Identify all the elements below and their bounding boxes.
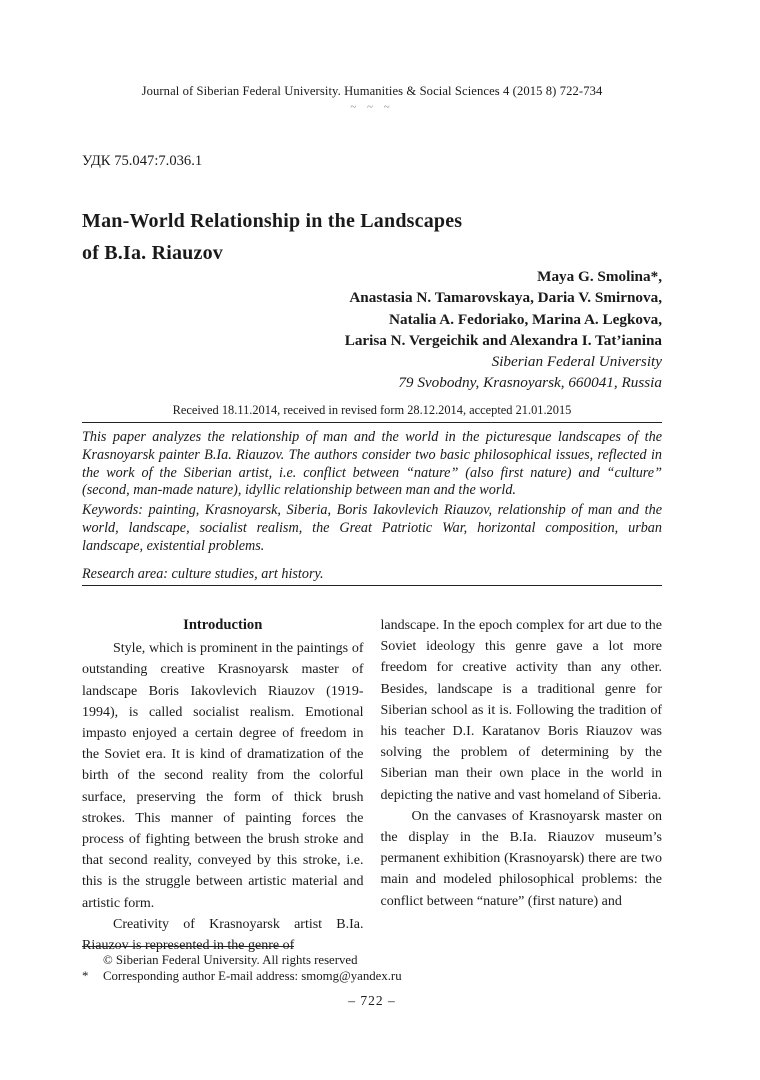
footnote-asterisk: * [82,969,89,983]
divider-rule-top [82,422,662,423]
body-paragraph-left-2: Creativity of Krasnoyarsk artist B.Ia. Riauzov is represented in the genre of [82,916,364,954]
body-columns [82,615,662,956]
udc-code: УДК 75.047:7.036.1 [82,153,203,169]
affiliation: Siberian Federal University [491,353,662,371]
section-heading-introduction: Introduction [183,617,263,633]
corresponding-author-text: Corresponding author E-mail address: smomg@yandex.ru [103,969,402,983]
abstract-paragraph: This paper analyzes the relationship of man and the world in the picturesque landscapes of the Krasnoyarsk painter B.Ia. Riauzov. The authors consider two basic philosophical issues, reflected in the work of the Siberian artist, i.e. conflict between “nature” (also first nature) and “culture” (second, man-made nature), idyllic relationship between man and the world. [82,429,662,499]
authors-block [82,266,662,394]
author-line-2: Anastasia N. Tamarovskaya, Daria V. Smirnova, [349,289,662,307]
copyright-line: © Siberian Federal University. All rights reserved [103,953,358,967]
keywords-paragraph: Keywords: painting, Krasnoyarsk, Siberia, Boris Iakovlevich Riauzov, relationship of man and the world, landscape, socialist realism, the Great Patriotic War, horizontal composition, urban landscape, existential problems. [82,502,662,554]
author-line-4: Larisa N. Vergeichik and Alexandra I. Tat’ianina [344,331,662,349]
article-title-line2: of B.Ia. Riauzov [82,242,223,265]
research-area-line: Research area: culture studies, art history. [82,566,324,582]
left-column [82,615,364,956]
tilde-separator: ~ ~ ~ [350,101,394,113]
footnote-divider [82,946,294,947]
body-paragraph-left-1: Style, which is prominent in the paintings of outstanding creative Krasnoyarsk master of landscape Boris Iakovlevich Riauzov (1919-1994), is called socialist realism. Emotional impasto enjoyed a certain degree of freedom in the Soviet era. It is kind of dramatization of the birth of the second reality from the colorful surface, preserving the form of thick brush strokes. This manner of painting forces the process of fighting between the brush stroke and that second reality, conveyed by this stroke, i.e. this is the struggle between artistic material and artistic form. [82,641,364,911]
article-title [82,205,662,269]
article-title-line1: Man-World Relationship in the Landscapes [82,210,463,233]
author-line-1: Maya G. Smolina*, [537,268,662,285]
affiliation-address: 79 Svobodny, Krasnoyarsk, 660041, Russia [398,374,662,392]
divider-rule-bottom [82,585,662,586]
body-paragraph-right-2: On the canvases of Krasnoyarsk master on the display in the B.Ia. Riauzov museum’s permanent exhibition (Krasnoyarsk) there are two main and modeled philosophical problems: the conflict between “nature” (first nature) and [380,808,662,909]
body-paragraph-right-1: landscape. In the epoch complex for art due to the Soviet ideology this genre gave a lot more freedom for creative activity than any other. Besides, landscape is a traditional genre for Siberian school as it is. Following the tradition of his teacher D.I. Karatanov Boris Riauzov was solving the problem of determining by the Siberian man their own place in the world in depicting the native and vast homeland of Siberia. [380,618,662,803]
received-dates-line: Received 18.11.2014, received in revised form 28.12.2014, accepted 21.01.2015 [172,403,572,417]
journal-header-line: Journal of Siberian Federal University. Humanities & Social Sciences 4 (2015 8) 722-734 [141,84,603,98]
author-line-3: Natalia A. Fedoriako, Marina A. Legkova, [389,310,662,328]
right-column [381,615,663,956]
corresponding-author-line [82,969,662,984]
page-number: – 722 – [348,993,396,1008]
